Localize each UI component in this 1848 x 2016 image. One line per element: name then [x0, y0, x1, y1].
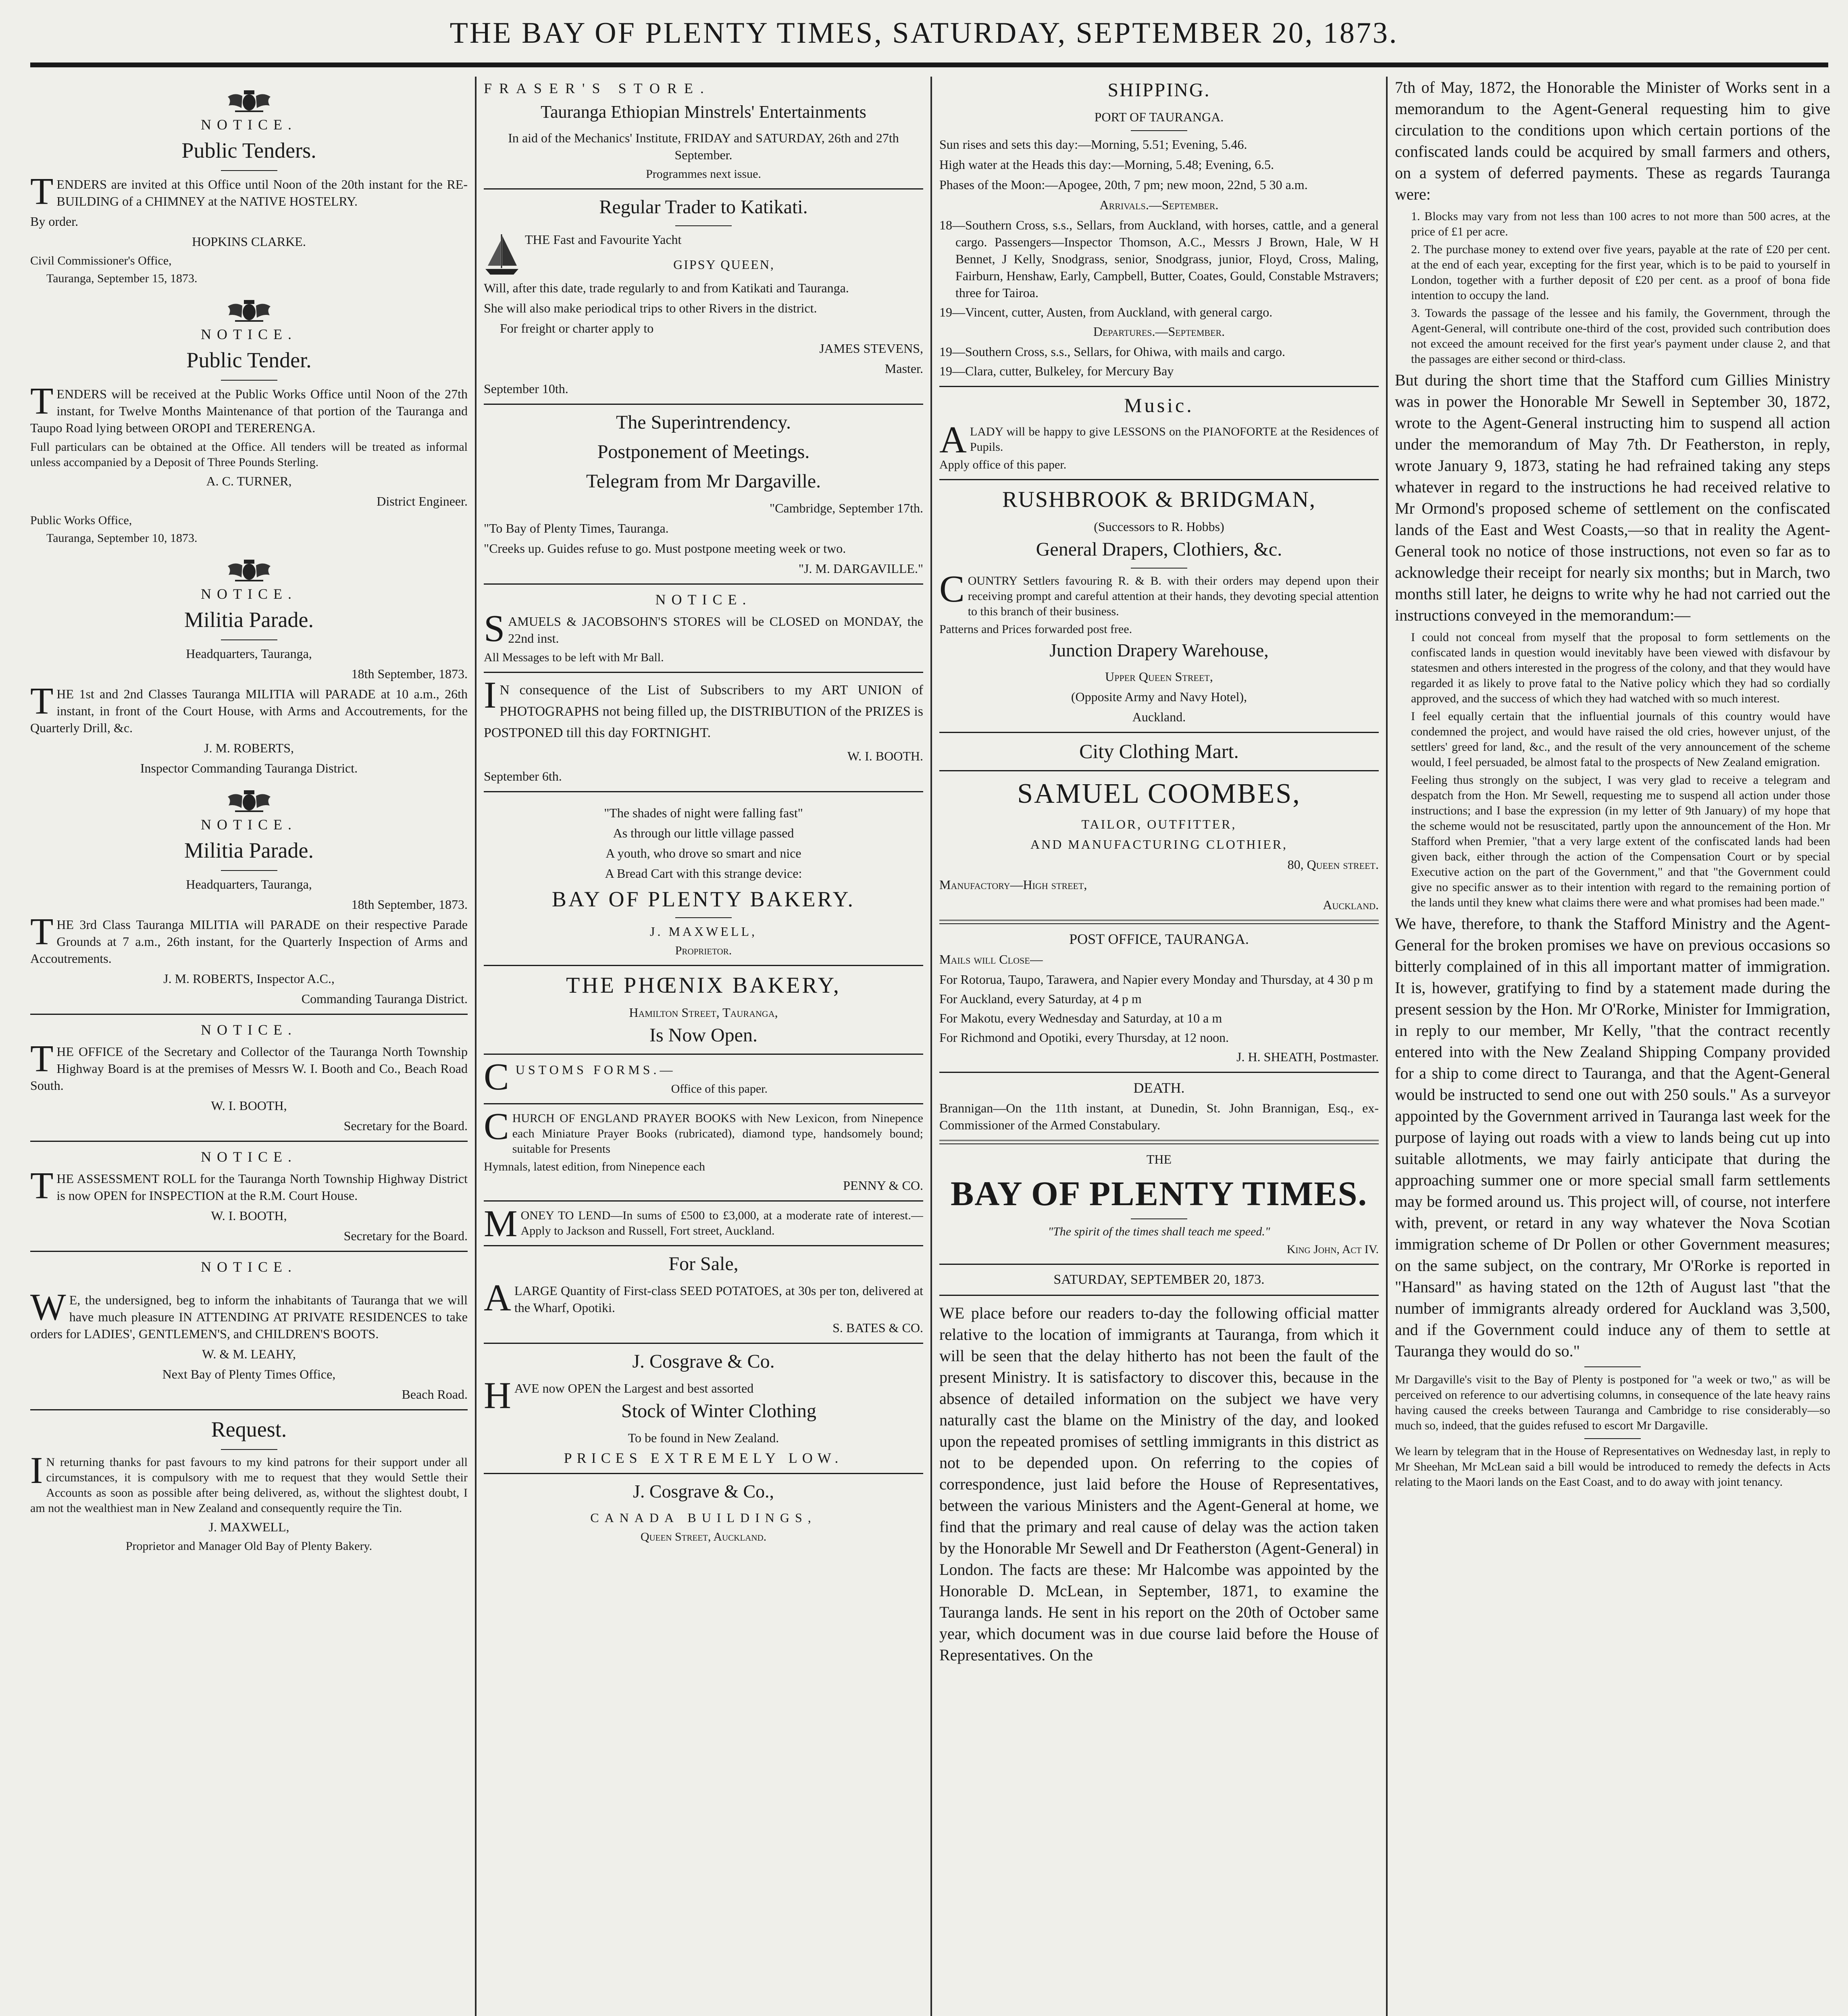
article-paragraph: Mr Dargaville's visit to the Bay of Plenty is postponed for "a week or two," as will be perceived on reference to our advertising columns, in consequence of the late heavy rains having caused the creeks between Tauranga and Cambridge to rise considerably—so much so, indeed, that the guides refused to escort Mr Dargaville. [1395, 1373, 1830, 1432]
bakery-role: Proprietor. [675, 944, 732, 957]
divider [484, 965, 923, 966]
notice-role: Inspector Commanding Tauranga District. [140, 761, 358, 775]
katikati-title: Regular Trader to Katikati. [599, 196, 808, 218]
cosgrave-sign: J. Cosgrave & Co., [633, 1481, 774, 1502]
notice-role: Proprietor and Manager Old Bay of Plenty Bakery. [125, 1539, 373, 1553]
post-mails: Mails will Close— [939, 952, 1043, 966]
sale-sign: S. BATES & CO. [832, 1320, 923, 1335]
yacht-name: GIPSY QUEEN, [673, 257, 775, 272]
article-quote: I could not conceal from myself that the proposal to form settlements on the confiscated lands in question would inevitably have been viewed with disfavour by statesmen and others interested in the progress of the colony, and that they would have regarded it as likely to prove fatal to the Native policy which they had so cordially approved, and the success of which they had watched with so much interest. [1411, 631, 1830, 705]
fraser-head: FRASER'S STORE. [484, 80, 711, 96]
katikati-body: THE Fast and Favourite Yacht [525, 232, 682, 247]
art-body: IN consequence of the List of Subscribers to my ART UNION of PHOTOGRAPHS not being filled up, the DISTRIBUTION of the PRIZES is POSTPONED till this day FORTNIGHT. [484, 674, 923, 740]
notice-by: By order. [30, 214, 79, 229]
arrivals-heading: Arrivals.—September. [1099, 198, 1219, 212]
katikati-sign: JAMES STEVENS, [819, 341, 923, 356]
notice-body: THE 3rd Class Tauranga MILITIA will PARADE on their respective Parade Grounds at 7 a.m., 26th instant, for the Quarterly Inspection of Arms and Accoutrements. [30, 911, 468, 966]
shipping-title: SHIPPING. [1107, 79, 1211, 101]
notice-office: Civil Commissioner's Office, [30, 254, 172, 267]
coombes-address: 80, Queen street. [1287, 857, 1379, 872]
paper-motto: "The spirit of the times shall teach me speed." [1048, 1225, 1270, 1238]
customs-body: CUSTOMS FORMS.— [484, 1056, 676, 1098]
notice-role: District Engineer. [377, 494, 468, 508]
coombes-trade: TAILOR, OUTFITTER, [1081, 817, 1237, 831]
notice-body: THE 1st and 2nd Classes Tauranga MILITIA will PARADE at 10 a.m., 26th instant, in front of the Court House, with Arms and Accoutrements, for the Quarterly Drill, &c. [30, 680, 468, 735]
divider [939, 920, 1379, 924]
article-clause: 2. The purchase money to extend over five years, payable at the rate of £20 per cent. at the end of each year, excepting for the first year, which is to be paid to yourself in London, together with a further deposit of £20 per cent. as a proof of bona fide intention to occupy the land. [1411, 243, 1830, 302]
poem-line: As through our little village passed [613, 826, 794, 840]
sj-body: SAMUELS & JACOBSOHN'S STORES will be CLOSED on MONDAY, the 22nd inst. [484, 608, 923, 650]
sup-sub: Postponement of Meetings. [597, 441, 810, 462]
notice-date: 18th September, 1873. [351, 897, 468, 912]
divider [939, 770, 1379, 771]
mart-title: City Clothing Mart. [1079, 740, 1239, 762]
column-3 [939, 77, 1379, 2016]
article-paragraph: We have, therefore, to thank the Stafford Ministry and the Agent-General for the broken promises we have on previous occasions so bitterly complained of in this all important matter of immigration. It is, however, gratifying to find by a statement made during the present session by the Hon. Mr O'Rorke, Minister for Immigration, in reply to our member, Mr Kelly, "that the contract recently entered into with the New Zealand Shipping Company provided for a ship to come direct to Tauranga, and that the Agent-General would be instructed to send one out with 250 souls." As a surveyor appointed by the Government arrived in Tauranga last week for the purpose of laying out roads with a view to lands being cut up into suitable allotments, we may fairly anticipate that during the approaching summer one or more special small farm settlements may be formed around us. This project will, of course, not interfere with, prevent, or retard in any way whatever the Nova Scotian immigration scheme of Dr Pollen or other Government measures; on the same subject, on the contrary, Mr O'Rorke is reported in "Hansard" as having stated on the 12th of August last "that the number of immigrants already ordered for Auckland was 3,500, and if the Government could induce any of them to settle at Tauranga they would do so." [1395, 914, 1830, 1360]
divider [221, 1449, 277, 1450]
cosgrave-address: Queen Street, Auckland. [640, 1530, 767, 1543]
phoenix-title: THE PHŒNIX BAKERY, [566, 973, 841, 998]
divider [30, 1409, 468, 1410]
warehouse-opposite: (Opposite Army and Navy Hotel), [1071, 689, 1247, 704]
music-title: Music. [1124, 394, 1194, 417]
divider [939, 386, 1379, 387]
notice-title: Militia Parade. [184, 838, 314, 862]
divider [939, 1140, 1379, 1144]
column-rule [475, 77, 477, 2016]
poem-line: A youth, who drove so smart and nice [606, 846, 801, 860]
divider [484, 404, 923, 405]
divider [1131, 1218, 1187, 1219]
art-date: September 6th. [484, 769, 562, 783]
notice-office: Public Works Office, [30, 514, 132, 527]
art-sign: W. I. BOOTH. [847, 749, 923, 763]
divider [1584, 1366, 1641, 1367]
music-body: ALADY will be happy to give LESSONS on the PIANOFORTE at the Residences of Pupils. [939, 419, 1379, 461]
divider [30, 1251, 468, 1252]
church-sign: PENNY & CO. [843, 1178, 923, 1193]
death-title: DEATH. [1133, 1080, 1185, 1096]
notice-hq: Headquarters, Tauranga, [186, 877, 312, 891]
royal-crest-icon [223, 88, 275, 113]
divider [939, 1264, 1379, 1265]
masthead: THE BAY OF PLENTY TIMES, SATURDAY, SEPTEMBER 20, 1873. [450, 17, 1398, 50]
divider [484, 583, 923, 585]
post-title: POST OFFICE, TAURANGA. [1069, 931, 1249, 947]
fraser-note: Programmes next issue. [646, 167, 761, 181]
article-clause: 1. Blocks may vary from not less than 100 acres to not more than 500 acres, at the price of £1 per acre. [1411, 210, 1830, 238]
divider [484, 1200, 923, 1202]
coombes-trade-2: AND MANUFACTURING CLOTHIER, [1030, 837, 1288, 852]
katikati-body-3: She will also make periodical trips to other Rivers in the district. [484, 301, 817, 315]
divider [484, 1054, 923, 1055]
notice-label: NOTICE. [201, 586, 297, 602]
divider [221, 170, 277, 171]
divider [939, 1072, 1379, 1073]
masthead-rule [30, 62, 1828, 67]
column-rule [1386, 77, 1388, 2016]
divider [675, 225, 732, 226]
customs-note: Office of this paper. [671, 1082, 768, 1095]
notice-label: NOTICE. [655, 591, 752, 608]
paper-date: SATURDAY, SEPTEMBER 20, 1873. [1053, 1272, 1265, 1287]
bakery-title: BAY OF PLENTY BAKERY. [551, 887, 855, 911]
notice-place: Beach Road. [402, 1387, 468, 1402]
divider [939, 732, 1379, 733]
katikati-body-2: Will, after this date, trade regularly to and from Katikati and Tauranga. [484, 281, 849, 295]
notice-sign: J. MAXWELL, [208, 1520, 289, 1534]
divider [484, 1473, 923, 1474]
divider [939, 1295, 1379, 1296]
notice-body: IN returning thanks for past favours to my kind patrons for their support under all circumstances, it is compulsory with me to request that they would Settle their Accounts as soon as possible after being delivered, as, without the slightest doubt, I am not the wealthiest man in New Zealand and consequently require the Tin. [30, 1450, 468, 1515]
poem-line: A Bread Cart with this strange device: [605, 866, 802, 881]
notice-sign: A. C. TURNER, [206, 474, 292, 488]
money-body: MONEY TO LEND—In sums of £500 to £3,000, at a moderate rate of interest.—Apply to Jackson and Russell, Fort street, Auckland. [484, 1203, 923, 1245]
notice-title: Public Tender. [186, 348, 312, 372]
notice-role: Next Bay of Plenty Times Office, [162, 1367, 336, 1381]
notice-label: NOTICE. [201, 1149, 297, 1165]
notice-body: THE ASSESSMENT ROLL for the Tauranga North Township Highway District is now OPEN for INSPECTION at the R.M. Court House. [30, 1165, 468, 1207]
post-sign: J. H. SHEATH, Postmaster. [1236, 1050, 1379, 1064]
divider [939, 479, 1379, 480]
notice-label: NOTICE. [201, 1259, 297, 1275]
death-body: Brannigan—On the 11th instant, at Dunedin, St. John Brannigan, Esq., ex-Commissioner of the Armed Constabulary. [939, 1101, 1379, 1132]
rushbrook-title: RUSHBROOK & BRIDGMAN, [1002, 487, 1316, 512]
column-4 [1395, 77, 1830, 2016]
paper-title: BAY OF PLENTY TIMES. [951, 1174, 1367, 1213]
rushbrook-body: COUNTRY Settlers favouring R. & B. with their orders may depend upon their receiving prompt and careful attention at their hands, they devoting special attention to this branch of their business. [939, 568, 1379, 618]
warehouse-street: Upper Queen Street, [1105, 669, 1213, 684]
departure-entry: 19—Clara, cutter, Bulkeley, for Mercury Bay [939, 364, 1174, 378]
divider [484, 1343, 923, 1344]
sale-title: For Sale, [668, 1253, 739, 1275]
article-paragraph: But during the short time that the Stafford cum Gillies Ministry was in power the Honorable Mr Sewell in September 30, 1872, wrote to the Agent-General instructing him to suspend all action under the memorandum of May 7th. Dr Featherston, in reply, wrote January 9, 1873, stating he had refrained taking any steps whatever in regard to the instructions he had received relative to Mr Ormond's proposed scheme of settlement on the confiscated lands of the East and West Coasts,—so that in reality the Agent-General took no notice of those instructions, not even so far as to acknowledge their receipt for nearly six months; but in March, two months still later, he deigns to write why he had not carried out the instructions conveyed in the memorandum:— [1395, 371, 1830, 624]
notice-sign: J. M. ROBERTS, Inspector A.C., [163, 971, 335, 986]
arrival-entry: 19—Vincent, cutter, Austen, from Auckland, with general cargo. [939, 305, 1273, 319]
column-2 [484, 77, 923, 2016]
sale-body: ALARGE Quantity of First-class SEED POTATOES, at 30s per ton, delivered at the Wharf, Opotiki. [484, 1277, 923, 1319]
shipping-tide: High water at the Heads this day:—Morning, 5.48; Evening, 6.5. [939, 157, 1274, 172]
notice-label: NOTICE. [201, 1022, 297, 1038]
article-paragraph: We learn by telegram that in the House of Representatives on Wednesday last, in reply to Mr Sheehan, Mr McLean said a bill would be introduced to remedy the defects in Acts relating to the Maori lands on the East Coast, and to do away with joint tenancy. [1395, 1445, 1830, 1489]
sup-sign: "J. M. DARGAVILLE." [798, 561, 923, 576]
divider [484, 188, 923, 190]
sup-place: "Cambridge, September 17th. [770, 501, 923, 515]
divider [484, 1103, 923, 1104]
departures-heading: Departures.—September. [1093, 324, 1225, 339]
fraser-title: Tauranga Ethiopian Minstrels' Entertainments [541, 102, 866, 122]
coombes-city: Auckland. [1323, 898, 1379, 912]
notice-sign: J. M. ROBERTS, [204, 741, 294, 755]
notice-sign: W. I. BOOTH, [211, 1098, 287, 1113]
paper-the: THE [1146, 1152, 1172, 1166]
divider [221, 639, 277, 640]
royal-crest-icon [223, 298, 275, 323]
notice-place: Tauranga, September 15, 1873. [46, 272, 198, 285]
sup-to: "To Bay of Plenty Times, Tauranga. [484, 521, 669, 535]
divider [30, 1014, 468, 1015]
fraser-body: In aid of the Mechanics' Institute, FRIDAY and SATURDAY, 26th and 27th September. [508, 131, 899, 162]
notice-sign: HOPKINS CLARKE. [192, 234, 306, 249]
notice-sign: W. I. BOOTH, [211, 1208, 287, 1223]
notice-body: WE, the undersigned, beg to inform the inhabitants of Tauranga that we will have much pleasure IN ATTENDING AT PRIVATE RESIDENCES to take orders for LADIES', GENTLEMEN'S, and CHILDREN'S BOOTS. [30, 1286, 468, 1341]
royal-crest-icon [223, 788, 275, 813]
divider [1131, 130, 1187, 131]
warehouse-city: Auckland. [1132, 710, 1186, 724]
rushbrook-trade: General Drapers, Clothiers, &c. [1036, 539, 1282, 560]
poem-line: "The shades of night were falling fast" [604, 806, 803, 820]
notice-label: NOTICE. [201, 117, 297, 133]
sup-telegram: Telegram from Mr Dargaville. [586, 471, 821, 492]
leader-body: WE place before our readers to-day the following official matter relative to the location of immigrants at Tauranga, from which it will be seen that the delay hitherto has not been the fault of the present Ministry. It is satisfactory to discover this, because in the absence of detailed information on the subject we have very naturally cast the blame on the Ministry of the day, and looked upon the repeated promises of settling immigrants in this district as not to be depended upon. On referring to the copies of correspondence, just laid before the House of Representatives, between the various Ministers and the Agent-General at home, we find that the primary and real cause of delay was the action taken by the Honorable Mr Sewell and Dr Featherston (Agent-General) in London. The facts are these: Mr Halcombe was appointed by the Honorable D. McLean, in September, 1871, to examine the Tauranga lands. He sent in his report on the 20th of October same year, which document was in due course laid before the House of Representatives. On the [939, 1304, 1379, 1664]
notice-sign: W. & M. LEAHY, [202, 1347, 296, 1361]
post-entry: For Richmond and Opotiki, every Thursday, at 12 noon. [939, 1030, 1229, 1045]
notice-date: 18th September, 1873. [351, 666, 468, 681]
divider [221, 870, 277, 871]
rushbrook-body-2: Patterns and Prices forwarded post free. [939, 623, 1132, 636]
cosgrave-body: HAVE now OPEN the Largest and best assorted [484, 1375, 754, 1416]
notice-role: Commanding Tauranga District. [301, 991, 468, 1006]
article-quote: I feel equally certain that the influential journals of this country would have condemned the project, and would have raised the old cries, however unjust, of the settlers' greed for land, &c., and the result of the very announcement of the scheme would, I feel persuaded, be almost fatal to the prospects of New Zealand emigration. [1411, 710, 1830, 769]
article-clause: 3. Towards the passage of the lessee and his family, the Government, through the Agent-General, will contribute one-third of the cost, provided such contribution does not exceed the amount received for the first year's payment under clause 2, and that the passages are either second or third-class. [1411, 306, 1830, 366]
notice-role: Secretary for the Board. [343, 1118, 468, 1133]
cosgrave-note: To be found in New Zealand. [628, 1431, 779, 1445]
cosgrave-title: J. Cosgrave & Co. [632, 1351, 775, 1372]
notice-label: NOTICE. [201, 816, 297, 833]
church-body: CHURCH OF ENGLAND PRAYER BOOKS with New Lexicon, from Ninepence each Miniature Prayer Books (rubricated), diamond type, handsomely bound; suitable for Presents [484, 1106, 923, 1156]
divider [484, 791, 923, 792]
divider [484, 672, 923, 673]
cosgrave-building: CANADA BUILDINGS, [590, 1510, 817, 1525]
divider [1131, 568, 1187, 569]
arrival-entry: 18—Southern Cross, s.s., Sellars, from Auckland, with horses, cattle, and a general cargo. Passengers—Inspector Thomson, A.C., Messrs J Brown, Hale, W H Bennet, J Kelly, Snodgrass, senior, Snodgrass, junior, Floyd, Cross, Maling, Fairburn, Henshaw, Early, Campbell, Butter, Coates, Gould, Constable Mstravers; three for Tairoa. [939, 218, 1379, 300]
notice-body: TENDERS are invited at this Office until Noon of the 20th instant for the RE-BUILDING of a CHIMNEY at the NATIVE HOSTELRY. [30, 171, 468, 212]
sup-title: The Superintrendency. [616, 412, 791, 433]
article-quote: Feeling thus strongly on the subject, I was very glad to receive a telegram and despatch from the Hon. Mr Sewell, requesting me to suspend all action under those instructions; and I base the expression (in my letter of 9th January) of my hope that the scheme would not be resuscitated, partly upon the announcement of the Hon. Mr Stafford when Premier, "that a very large extent of the confiscated lands had been given back, either through the action of the Compensation Court or by special Executive action on the part of the Government," and that "the Government could give no specific answer as to their intention with regard to the remaining portion of the lands until they knew what claims there were and what promises had been made." [1411, 773, 1830, 909]
post-entry: For Makotu, every Wednesday and Saturday, at 10 a m [939, 1011, 1222, 1025]
divider [221, 380, 277, 381]
katikati-body-4: For freight or charter apply to [500, 321, 654, 335]
notice-label: NOTICE. [201, 326, 297, 342]
church-body-2: Hymnals, latest edition, from Ninepence each [484, 1160, 705, 1173]
phoenix-address: Hamilton Street, Tauranga, [629, 1005, 778, 1020]
phoenix-open: Is Now Open. [649, 1025, 758, 1046]
notice-body: TENDERS will be received at the Public Works Office until Noon of the 27th instant, for Twelve Months Maintenance of that portion of the Tauranga and Taupo Road lying between OROPI and TERERENGA. [30, 380, 468, 435]
coombes-factory: Manufactory—High street, [939, 877, 1087, 892]
sj-body-2: All Messages to be left with Mr Ball. [484, 651, 664, 664]
paper-motto-source: King John, Act IV. [1286, 1243, 1379, 1256]
post-entry: For Auckland, every Saturday, at 4 p m [939, 991, 1142, 1006]
notice-place: Tauranga, September 10, 1873. [46, 531, 198, 545]
rushbrook-sub: (Successors to R. Hobbs) [1094, 519, 1224, 534]
notice-role: Secretary for the Board. [343, 1229, 468, 1243]
notice-body: THE OFFICE of the Secretary and Collector of the Tauranga North Township Highway Board is at the premises of Messrs W. I. Booth and Co., Beach Road South. [30, 1038, 468, 1093]
cosgrave-stock: Stock of Winter Clothing [621, 1400, 816, 1422]
column-rule [930, 77, 932, 2016]
katikati-date: September 10th. [484, 381, 568, 396]
shipping-moon: Phases of the Moon:—Apogee, 20th, 7 pm; new moon, 22nd, 5 30 a.m. [939, 177, 1308, 192]
notice-title: Public Tenders. [181, 138, 316, 162]
post-entry: For Rotorua, Taupo, Tarawera, and Napier every Monday and Thursday, at 4 30 p m [939, 972, 1373, 987]
departure-entry: 19—Southern Cross, s.s., Sellars, for Ohiwa, with mails and cargo. [939, 344, 1285, 359]
shipping-port: PORT OF TAURANGA. [1094, 110, 1224, 124]
divider [675, 917, 732, 918]
divider [1584, 1438, 1641, 1439]
shipping-sun: Sun rises and sets this day:—Morning, 5.51; Evening, 5.46. [939, 137, 1247, 152]
warehouse-title: Junction Drapery Warehouse, [1049, 640, 1269, 660]
coombes-name: SAMUEL COOMBES, [1017, 778, 1301, 809]
bakery-sign: J. MAXWELL, [650, 924, 757, 939]
article-paragraph: 7th of May, 1872, the Honorable the Minister of Works sent in a memorandum to the Agent-General requesting him to give circulation to the conditions upon which certain portions of the confiscated lands could be acquired by small farmers and others, on a system of deferred payments. These as regards Tauranga were: [1395, 78, 1830, 203]
music-note: Apply office of this paper. [939, 458, 1067, 471]
cosgrave-prices: PRICES EXTREMELY LOW. [564, 1450, 843, 1466]
notice-title: Militia Parade. [184, 608, 314, 632]
notice-title: Request. [211, 1417, 287, 1441]
yacht-icon [484, 231, 520, 279]
notice-body-2: Full particulars can be obtained at the Office. All tenders will be treated as informal unless accompanied by a Deposit of Three Pounds Sterling. [30, 440, 468, 469]
sup-body: "Creeks up. Guides refuse to go. Must postpone meeting week or two. [484, 541, 846, 556]
column-1 [30, 77, 468, 2016]
divider [30, 1141, 468, 1142]
katikati-role: Master. [884, 361, 923, 376]
divider [484, 1245, 923, 1246]
royal-crest-icon [223, 557, 275, 582]
notice-hq: Headquarters, Tauranga, [186, 646, 312, 661]
